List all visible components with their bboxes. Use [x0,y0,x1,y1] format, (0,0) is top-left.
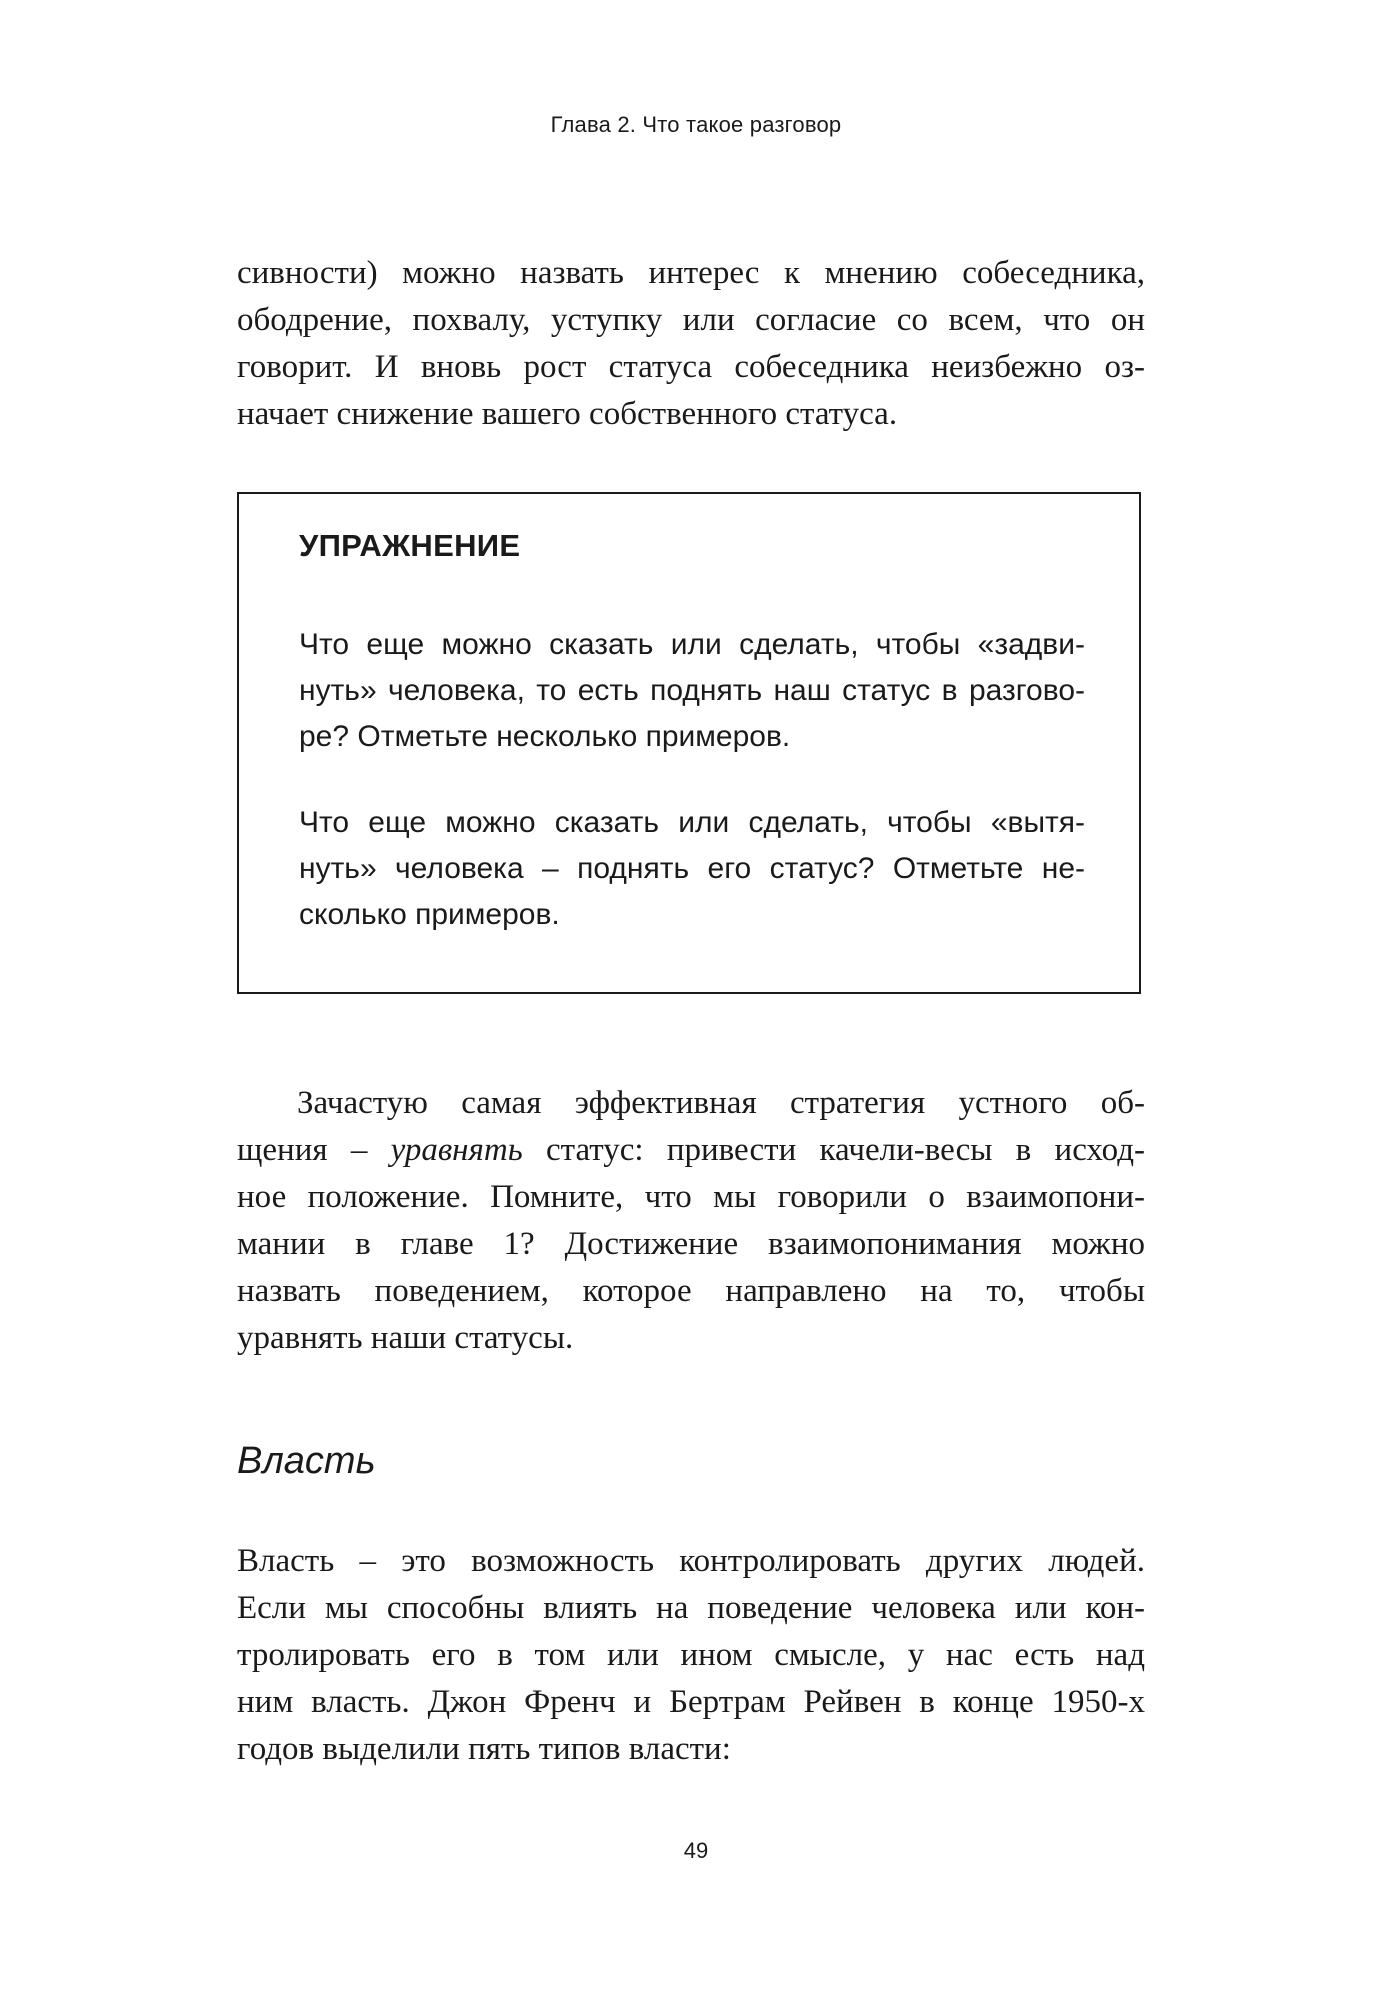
exercise-line: сколько примеров. [299,898,560,931]
exercise-box [237,492,1141,994]
paragraph-line: Власть – это возможность контролировать других людей. [237,1543,1145,1579]
running-header: Глава 2. Что такое разговор [550,112,842,137]
exercise-line: Что еще можно сказать или сделать, чтобы «задви- [299,628,1085,661]
paragraph-line: уравнять наши статусы. [237,1320,574,1356]
line-text: щения – [237,1132,391,1168]
strategy-paragraph [237,1080,1145,1362]
paragraph-line: Зачастую самая эффективная стратегия устного об- [297,1085,1145,1121]
exercise-line: Что еще можно сказать или сделать, чтобы «вытя- [299,806,1085,839]
exercise-title: УПРАЖНЕНИЕ [299,528,521,563]
exercise-question-1 [299,622,1085,760]
paragraph-line [237,1127,1145,1174]
intro-paragraph [237,250,1145,438]
page-number: 49 [683,1838,709,1863]
paragraph-line: тролировать его в том или ином смысле, у нас есть над [237,1637,1145,1673]
intro-line: сивности) можно назвать интерес к мнению собеседника, [237,255,1145,291]
paragraph-line: назвать поведением, которое направлено на то, чтобы [237,1273,1145,1309]
paragraph-line: Если мы способны влиять на поведение человека или кон- [237,1590,1145,1626]
line-text: статус: привести качели-весы в исход- [522,1132,1145,1168]
paragraph-line: ное положение. Помните, что мы говорили о взаимопони- [237,1179,1145,1215]
intro-line: ободрение, похвалу, уступку или согласие со всем, что он [237,302,1145,338]
intro-line: начает снижение вашего собственного статуса. [237,396,898,432]
exercise-line: нуть» человека – поднять его статус? Отметьте не- [299,852,1085,885]
exercise-question-2 [299,800,1085,938]
paragraph-line: годов выделили пять типов власти: [237,1731,731,1767]
paragraph-line: мании в главе 1? Достижение взаимопонимания можно [237,1226,1145,1262]
power-paragraph [237,1538,1145,1773]
emphasis-word: уравнять [390,1132,523,1168]
exercise-line: ре? Отметьте несколько примеров. [299,720,791,753]
paragraph-line: ним власть. Джон Френч и Бертрам Рейвен в конце 1950-х [237,1684,1145,1720]
exercise-line: нуть» человека, то есть поднять наш статус в разгово- [299,674,1085,707]
section-heading: Власть [237,1440,376,1482]
intro-line: говорит. И вновь рост статуса собеседника неизбежно оз- [237,349,1145,385]
